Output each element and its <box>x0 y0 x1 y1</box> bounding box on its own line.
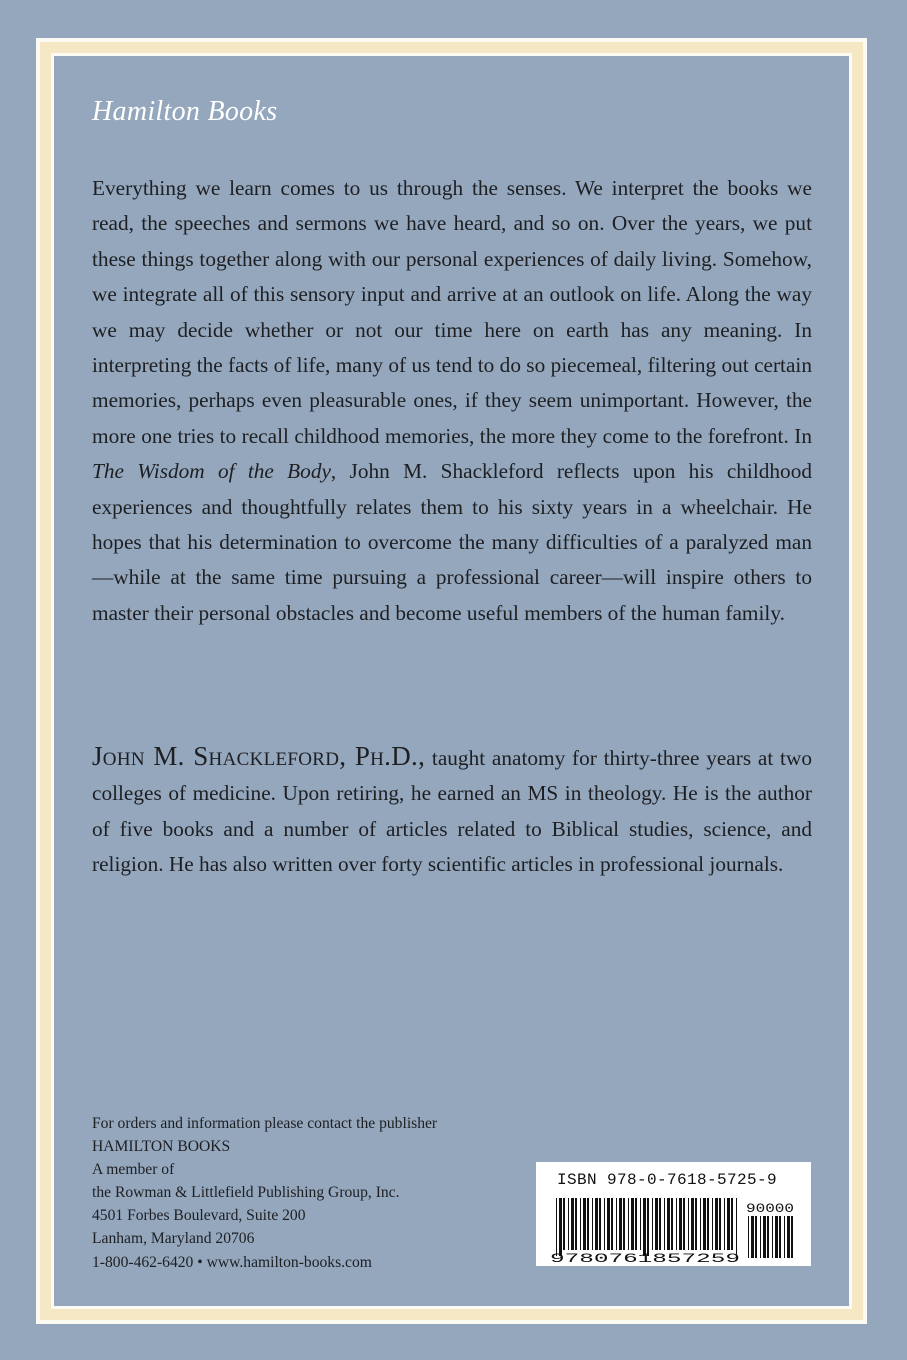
barcode-bar <box>659 1198 661 1250</box>
barcode-graphic <box>536 1162 811 1266</box>
barcode-main-digits: 9780761857259 <box>550 1252 740 1266</box>
barcode-bar <box>676 1198 677 1250</box>
barcode-bar <box>691 1198 694 1250</box>
barcode-bar <box>784 1216 785 1258</box>
barcode-bar <box>587 1198 589 1250</box>
barcode-bar <box>580 1198 581 1250</box>
barcode-bar <box>628 1198 629 1250</box>
barcode-bar <box>727 1198 730 1250</box>
author-name: John M. Shackleford, Ph.D., <box>92 741 426 771</box>
barcode-bar <box>611 1198 613 1250</box>
barcode-bar <box>787 1216 790 1258</box>
contact-member-of: A member of <box>92 1161 175 1179</box>
barcode-bar <box>604 1198 605 1250</box>
barcode-bar <box>736 1198 737 1256</box>
barcode-bar <box>556 1198 557 1256</box>
barcode-bar <box>571 1198 574 1250</box>
barcode-bar <box>595 1198 598 1250</box>
isbn-barcode <box>536 1162 811 1266</box>
barcode-bar <box>707 1198 709 1250</box>
barcode-bar <box>751 1216 754 1258</box>
publisher-logo: Hamilton Books <box>92 96 278 127</box>
barcode-bar <box>623 1198 625 1250</box>
barcode-bar <box>583 1198 586 1250</box>
barcode-bar <box>607 1198 610 1250</box>
barcode-bar <box>592 1198 593 1250</box>
barcode-bar <box>568 1198 569 1250</box>
barcode-bar <box>688 1198 689 1250</box>
barcode-bar <box>616 1198 617 1250</box>
barcode-addon-bars <box>748 1216 793 1258</box>
barcode-bar <box>667 1198 670 1250</box>
barcode-bar <box>719 1198 721 1250</box>
barcode-bar <box>683 1198 685 1250</box>
barcode-bar <box>655 1198 658 1250</box>
barcode-bar <box>652 1198 653 1250</box>
publisher-contact <box>92 1112 522 1274</box>
barcode-bar <box>779 1216 781 1258</box>
barcode-bar <box>755 1216 757 1258</box>
barcode-bar <box>559 1198 562 1256</box>
blurb-text-part-2: , John M. Shackleford reflects upon his childhood experiences and thoughtfully relates them to his sixty years in a wheelchair. He hopes that his determination to overcome the many difficulties of a paralyzed man—while at the same time pursuing a professional career—will inspire others to master their personal obstacles and become useful members of the human family. <box>92 459 812 625</box>
barcode-bar <box>647 1198 649 1256</box>
barcode-bar <box>679 1198 682 1250</box>
book-description <box>92 171 812 631</box>
barcode-bar <box>671 1198 673 1250</box>
barcode-addon-digits: 90000 <box>746 1201 794 1216</box>
barcode-bar <box>619 1198 622 1250</box>
barcode-bar <box>767 1216 769 1258</box>
barcode-main-bars <box>556 1198 737 1256</box>
contact-publisher-name: HAMILTON BOOKS <box>92 1138 231 1156</box>
contact-phone-web: 1-800-462-6420 • www.hamilton-books.com <box>92 1253 372 1271</box>
barcode-bar <box>712 1198 713 1250</box>
barcode-bar <box>724 1198 725 1250</box>
barcode-bar <box>695 1198 697 1250</box>
barcode-bar <box>775 1216 778 1258</box>
barcode-bar <box>700 1198 701 1250</box>
barcode-bar <box>703 1198 706 1250</box>
isbn-label: ISBN 978-0-7618-5725-9 <box>557 1171 778 1189</box>
blurb-text-part-1: Everything we learn comes to us through the senses. We interpret the books we read, the speeches and sermons we have heard, and so on. Over the years, we put these things together along with our personal experiences of daily living. Somehow, we integrate all of this sensory input and arrive at an outlook on life. Along the way we may decide whether or not our time here on earth has any meaning. In interpreting the facts of life, many of us tend to do so piecemeal, filtering out certain memories, perhaps even pleasurable ones, if they seem unimportant. However, the more one tries to recall childhood memories, the more they come to the forefront. In <box>92 176 812 448</box>
author-bio <box>92 739 812 883</box>
barcode-bar <box>760 1216 761 1258</box>
barcode-bar <box>640 1198 641 1250</box>
barcode-bar <box>599 1198 601 1250</box>
barcode-bar <box>635 1198 637 1250</box>
author-bio-text: taught anatomy for thirty-three years at two colleges of medicine. Upon retiring, he earned an MS in theology. He is the author of five books and a number of articles related to Biblical studies, science, and religion. He has also written over forty scientific articles in professional journals. <box>92 746 812 877</box>
barcode-bar <box>631 1198 634 1250</box>
book-title: The Wisdom of the Body <box>92 459 331 484</box>
contact-intro: For orders and information please contact the publisher <box>92 1115 438 1132</box>
contact-street: 4501 Forbes Boulevard, Suite 200 <box>92 1207 306 1225</box>
barcode-bar <box>772 1216 773 1258</box>
contact-group: the Rowman & Littlefield Publishing Group, Inc. <box>92 1184 400 1202</box>
barcode-bar <box>731 1198 733 1250</box>
barcode-bar <box>643 1198 646 1256</box>
barcode-bar <box>664 1198 665 1250</box>
barcode-bar <box>763 1216 766 1258</box>
barcode-bar <box>563 1198 565 1250</box>
barcode-bar <box>715 1198 718 1250</box>
barcode-bar <box>748 1216 749 1258</box>
barcode-bar <box>791 1216 793 1258</box>
contact-city: Lanham, Maryland 20706 <box>92 1230 255 1248</box>
barcode-bar <box>575 1198 577 1250</box>
